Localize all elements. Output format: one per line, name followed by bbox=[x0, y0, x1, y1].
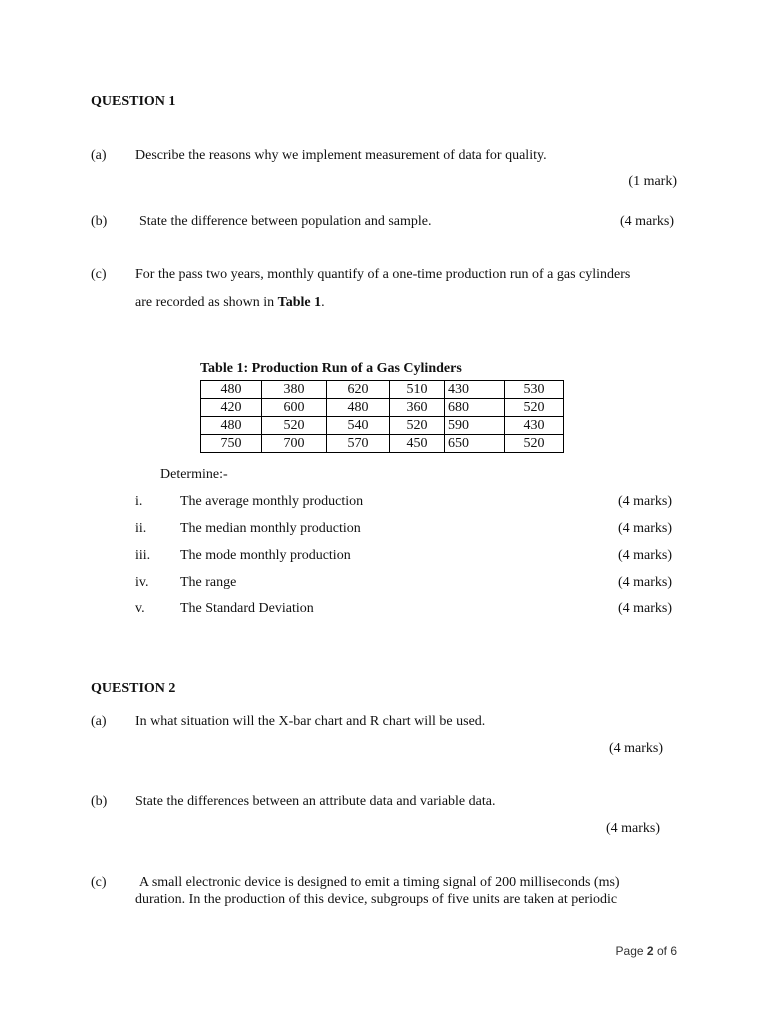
footer-of-word: of bbox=[656, 944, 667, 958]
table-cell: 680 bbox=[445, 399, 505, 417]
production-table bbox=[200, 380, 564, 453]
q2-part-a-label: (a) bbox=[91, 714, 107, 729]
item-number: iv. bbox=[135, 575, 149, 590]
item-text: The median monthly production bbox=[180, 521, 361, 536]
item-marks: (4 marks) bbox=[617, 494, 672, 509]
item-text: The range bbox=[180, 575, 237, 590]
q2-part-b-marks: (4 marks) bbox=[605, 821, 660, 836]
table-cell: 620 bbox=[327, 381, 390, 399]
item-text: The average monthly production bbox=[180, 494, 364, 509]
footer-current-page: 2 bbox=[646, 944, 654, 958]
table-cell: 750 bbox=[201, 435, 262, 453]
table-row bbox=[201, 435, 564, 453]
item-text: The Standard Deviation bbox=[180, 601, 314, 616]
page-number-footer bbox=[616, 944, 677, 958]
q1-part-b-marks: (4 marks) bbox=[619, 214, 674, 229]
table-cell: 480 bbox=[327, 399, 390, 417]
table-cell: 570 bbox=[327, 435, 390, 453]
item-number: i. bbox=[135, 494, 143, 509]
table-cell: 700 bbox=[262, 435, 327, 453]
table-reference: Table 1 bbox=[277, 295, 322, 310]
q2-part-c-line-2: duration. In the production of this device, subgroups of five units are taken at periodic bbox=[135, 892, 618, 907]
table-cell: 650 bbox=[445, 435, 505, 453]
table-cell: 540 bbox=[327, 417, 390, 435]
table-cell: 510 bbox=[390, 381, 445, 399]
table-row bbox=[201, 381, 564, 399]
q2-part-b-text: State the differences between an attribute data and variable data. bbox=[135, 794, 496, 809]
q1-part-c-line-2-suffix: . bbox=[321, 295, 325, 310]
q1-part-a-marks: (1 mark) bbox=[628, 174, 677, 189]
table-cell: 590 bbox=[445, 417, 505, 435]
footer-total-pages: 6 bbox=[670, 944, 677, 958]
q2-part-a-text: In what situation will the X-bar chart and R chart will be used. bbox=[135, 714, 486, 729]
table-cell: 480 bbox=[201, 417, 262, 435]
q1-part-c-label: (c) bbox=[91, 267, 107, 282]
table-cell: 600 bbox=[262, 399, 327, 417]
item-number: ii. bbox=[135, 521, 147, 536]
q2-part-c-label: (c) bbox=[91, 875, 107, 890]
table-cell: 360 bbox=[390, 399, 445, 417]
q1-part-c-line-2-prefix: are recorded as shown in bbox=[135, 295, 278, 310]
table-cell: 450 bbox=[390, 435, 445, 453]
q1-part-b-label: (b) bbox=[91, 214, 108, 229]
footer-page-word: Page bbox=[615, 944, 644, 958]
q2-part-c-line-1: A small electronic device is designed to emit a timing signal of 200 milliseconds (ms) bbox=[139, 875, 620, 890]
q1-part-a-label: (a) bbox=[91, 148, 107, 163]
table-cell: 420 bbox=[201, 399, 262, 417]
table-caption: Table 1: Production Run of a Gas Cylinders bbox=[200, 361, 462, 376]
table-cell: 520 bbox=[505, 435, 564, 453]
table-cell: 430 bbox=[505, 417, 564, 435]
q2-part-a-marks: (4 marks) bbox=[608, 741, 663, 756]
q2-part-b-label: (b) bbox=[91, 794, 108, 809]
table-cell: 520 bbox=[390, 417, 445, 435]
question-1-heading: QUESTION 1 bbox=[91, 94, 176, 109]
table-cell: 480 bbox=[201, 381, 262, 399]
table-cell: 530 bbox=[505, 381, 564, 399]
table-row bbox=[201, 399, 564, 417]
item-marks: (4 marks) bbox=[617, 548, 672, 563]
item-number: v. bbox=[135, 601, 145, 616]
q1-part-b-text: State the difference between population and sample. bbox=[139, 214, 432, 229]
item-marks: (4 marks) bbox=[617, 575, 672, 590]
table-cell: 380 bbox=[262, 381, 327, 399]
item-marks: (4 marks) bbox=[617, 601, 672, 616]
item-marks: (4 marks) bbox=[617, 521, 672, 536]
q1-part-c-line-2 bbox=[135, 295, 325, 311]
item-number: iii. bbox=[135, 548, 151, 563]
q1-part-c-line-1: For the pass two years, monthly quantify of a one-time production run of a gas cylinders bbox=[135, 267, 631, 282]
question-2-heading: QUESTION 2 bbox=[91, 681, 176, 696]
table-row bbox=[201, 417, 564, 435]
q1-part-a-text: Describe the reasons why we implement measurement of data for quality. bbox=[135, 148, 547, 163]
table-cell: 430 bbox=[445, 381, 505, 399]
determine-label: Determine:- bbox=[160, 467, 228, 482]
item-text: The mode monthly production bbox=[180, 548, 351, 563]
table-cell: 520 bbox=[262, 417, 327, 435]
table-cell: 520 bbox=[505, 399, 564, 417]
